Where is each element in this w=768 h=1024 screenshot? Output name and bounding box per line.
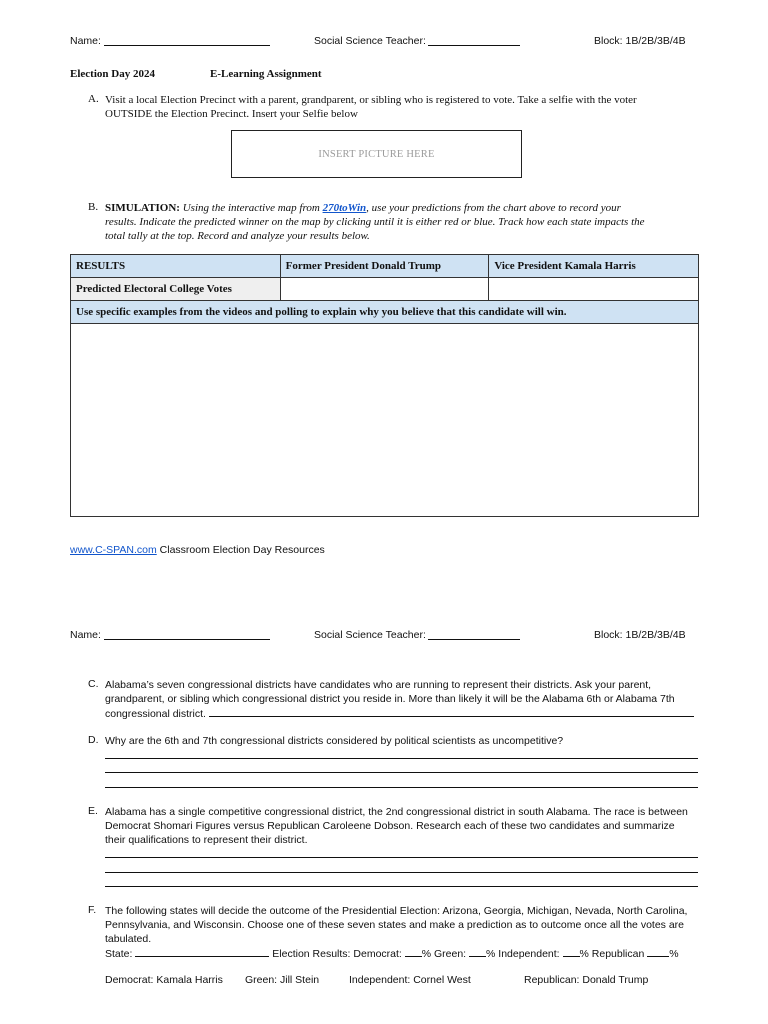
header-results: RESULTS <box>71 255 281 278</box>
item-a-line1: Visit a local Election Precinct with a parent, grandparent, or sibling who is registered to vote. Take a selfie with the voter <box>105 94 637 106</box>
picture-placeholder-text: INSERT PICTURE HERE <box>318 148 435 160</box>
item-f-line2: Pennsylvania, and Wisconsin. Choose one of these seven states and make a prediction as to outcome once all the votes are <box>105 919 685 931</box>
item-a-line2: OUTSIDE the Election Precinct. Insert your Selfie below <box>105 108 358 120</box>
item-e-line1: Alabama has a single competitive congressional district, the 2nd congressional district in south Alabama. The race is between <box>105 806 688 818</box>
cspan-link[interactable]: www.C-SPAN.com <box>70 544 157 556</box>
table-header-row <box>71 255 699 278</box>
item-a-text <box>105 93 705 121</box>
candidate-republican: Republican: Donald Trump <box>524 974 649 986</box>
item-f-line3: tabulated. <box>105 933 152 945</box>
item-c-line3: congressional district. <box>105 708 209 720</box>
simulation-label: SIMULATION: <box>105 202 180 214</box>
state-label: State: <box>105 948 136 960</box>
pct-end: % <box>669 948 679 960</box>
item-b-letter: B. <box>88 201 99 213</box>
election-results-label: Election Results: Democrat: <box>269 948 405 960</box>
independent-label: % Independent: <box>486 948 563 960</box>
name-label-2: Name: <box>70 629 104 641</box>
table-votes-row <box>71 278 699 301</box>
item-d-answer-line-1[interactable] <box>105 758 698 759</box>
item-e-answer-line-3[interactable] <box>105 886 698 887</box>
teacher-field[interactable] <box>428 35 520 46</box>
item-b-text1b: , use your predictions from the chart above to record your <box>366 202 621 214</box>
item-c-line3-row <box>105 706 705 721</box>
harris-votes-cell[interactable] <box>489 278 699 301</box>
republican-pct-field[interactable] <box>647 946 669 957</box>
independent-pct-field[interactable] <box>563 946 580 957</box>
teacher-label-2: Social Science Teacher: <box>314 629 429 641</box>
page1-header <box>70 35 698 49</box>
item-f-letter: F. <box>88 904 97 916</box>
name-field-2[interactable] <box>104 629 270 640</box>
item-e-answer-line-1[interactable] <box>105 857 698 858</box>
header-harris: Vice President Kamala Harris <box>489 255 699 278</box>
table-answer-row <box>71 324 699 517</box>
votes-row-label: Predicted Electoral College Votes <box>71 278 281 301</box>
teacher-field-2[interactable] <box>428 629 520 640</box>
item-d-answer-line-2[interactable] <box>105 772 698 773</box>
item-d-answer-line-3[interactable] <box>105 787 698 788</box>
item-b-text <box>105 201 705 243</box>
trump-votes-cell[interactable] <box>280 278 489 301</box>
item-f-prediction-row <box>105 946 705 961</box>
cspan-footer <box>70 544 325 556</box>
green-pct-field[interactable] <box>469 946 486 957</box>
republican-label: % Republican <box>579 948 648 960</box>
green-label: % Green: <box>421 948 470 960</box>
item-c-text <box>105 678 705 721</box>
district-answer-field[interactable] <box>209 706 694 717</box>
cspan-footer-text: Classroom Election Day Resources <box>156 544 325 556</box>
item-b-line1 <box>105 201 705 215</box>
item-e-text <box>105 805 705 847</box>
item-e-line3: their qualifications to represent their district. <box>105 834 308 846</box>
democrat-pct-field[interactable] <box>405 946 422 957</box>
table-prompt-row <box>71 301 699 324</box>
item-e-letter: E. <box>88 805 98 817</box>
item-c-line2: grandparent, or sibling which congressional district you reside in. More than likely it will be the Alabama 6th or Alabama 7th <box>105 693 675 705</box>
page2-header <box>70 629 698 643</box>
name-label: Name: <box>70 35 104 47</box>
teacher-label: Social Science Teacher: <box>314 35 429 47</box>
item-a-letter: A. <box>88 93 99 105</box>
item-f-line1: The following states will decide the outcome of the Presidential Election: Arizona, Georgia, Michigan, Nevada, North Carolina, <box>105 905 688 917</box>
block-label-2: Block: 1B/2B/3B/4B <box>594 629 686 641</box>
270towin-link[interactable]: 270toWin <box>322 202 367 214</box>
item-f-text <box>105 904 705 961</box>
item-e-line2: Democrat Shomari Figures versus Republican Caroleene Dobson. Research each of these two candidates and summarize <box>105 820 675 832</box>
title-left: Election Day 2024 <box>70 68 155 80</box>
title-right: E-Learning Assignment <box>210 68 322 80</box>
item-b-text1a: Using the interactive map from <box>179 202 323 214</box>
item-d-letter: D. <box>88 734 99 746</box>
block-label: Block: 1B/2B/3B/4B <box>594 35 686 47</box>
item-b-line2: results. Indicate the predicted winner on the map by clicking until it is either red or blue. Track how each state impacts the <box>105 216 645 228</box>
item-c-line1: Alabama’s seven congressional districts have candidates who are running to represent their districts. Ask your parent, <box>105 679 652 691</box>
assignment-subtitle <box>210 68 322 80</box>
assignment-title <box>70 68 155 80</box>
item-b-line3: total tally at the top. Record and analyze your results below. <box>105 230 370 242</box>
name-field[interactable] <box>104 35 270 46</box>
item-d-text: Why are the 6th and 7th congressional districts considered by political scientists as uncompetitive? <box>105 735 564 747</box>
state-field[interactable] <box>135 946 269 957</box>
header-trump: Former President Donald Trump <box>280 255 489 278</box>
explanation-prompt: Use specific examples from the videos and polling to explain why you believe that this candidate will win. <box>71 301 699 324</box>
item-c-letter: C. <box>88 678 99 690</box>
item-e-answer-line-2[interactable] <box>105 872 698 873</box>
selfie-placeholder[interactable] <box>231 130 522 178</box>
candidate-green: Green: Jill Stein <box>245 974 320 986</box>
candidate-independent: Independent: Cornel West <box>349 974 471 986</box>
explanation-answer-cell[interactable] <box>71 324 699 517</box>
results-table <box>70 254 699 517</box>
candidate-democrat: Democrat: Kamala Harris <box>105 974 223 986</box>
